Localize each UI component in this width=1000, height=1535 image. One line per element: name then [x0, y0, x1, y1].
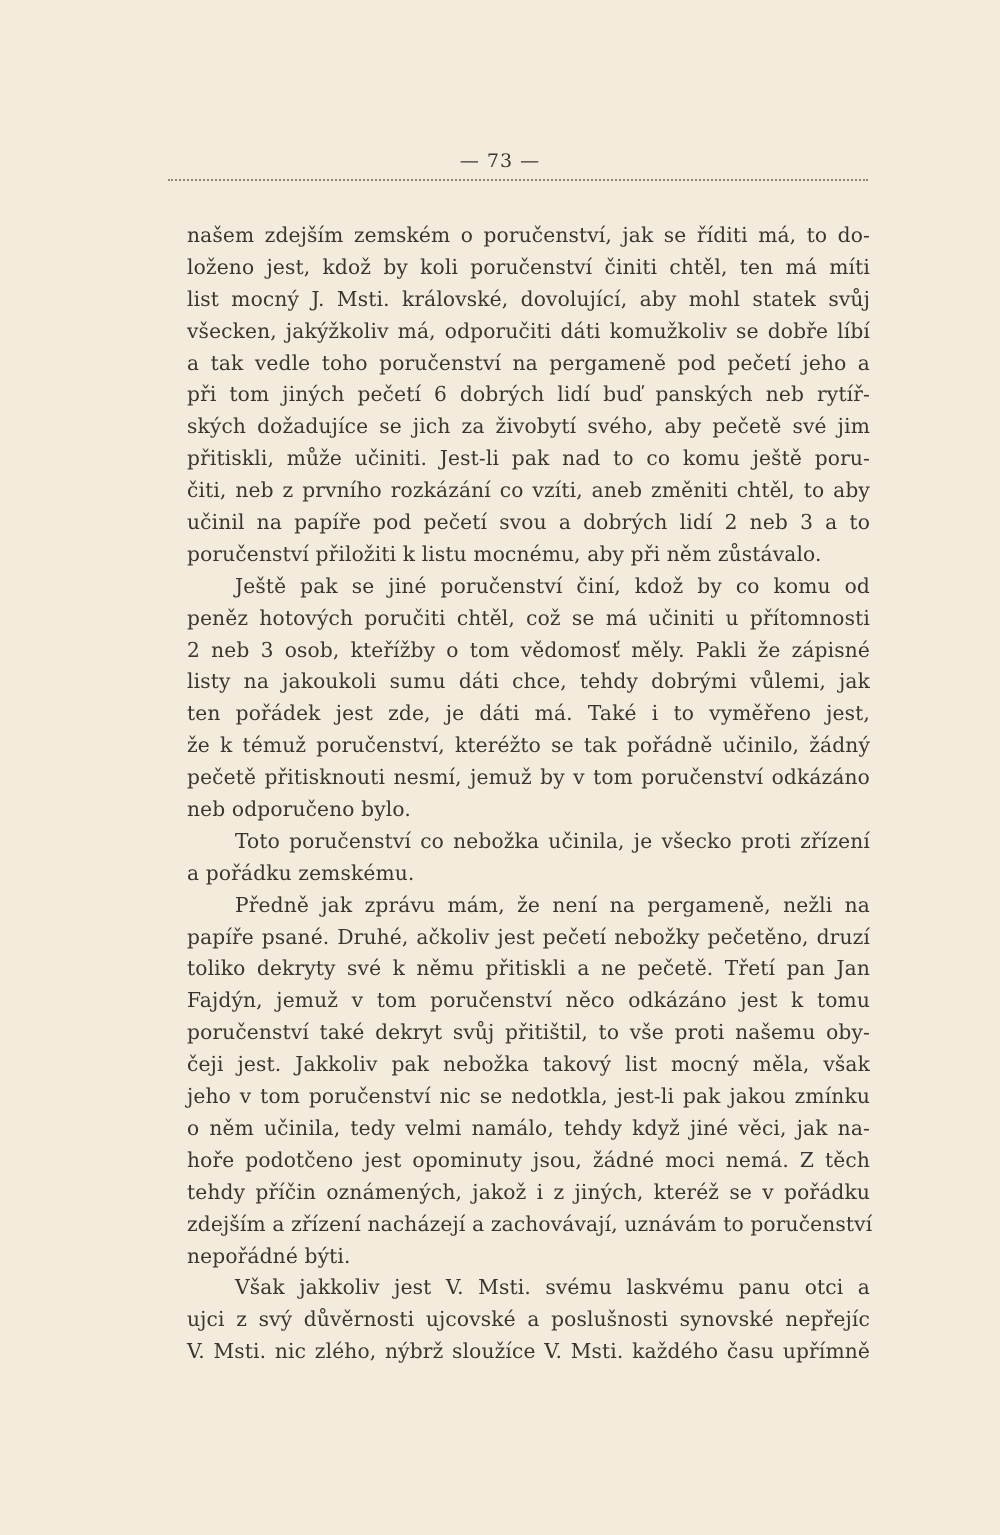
text-line: toliko dekryty své k němu přitiskli a ne pečetě. Třetí pan Jan: [187, 956, 870, 981]
text-line: všecken, jakýžkoliv má, odporučiti dáti komužkoliv se dobře líbí: [187, 318, 870, 343]
text-line: Fajdýn, jemuž v tom poručenství něco odkázáno jest k tomu: [187, 988, 870, 1013]
text-line: papíře psané. Druhé, ačkoliv jest pečetí nebožky pečetěno, druzí: [187, 924, 870, 949]
text-line: Ještě pak se jiné poručenství činí, kdož by co komu od: [235, 573, 870, 598]
text-line: neb odporučeno bylo.: [187, 797, 411, 822]
text-line: tehdy příčin oznámených, jakož i z jiných, kteréž se v pořádku: [187, 1179, 870, 1204]
text-line: Předně jak zprávu mám, že není na pergameně, nežli na: [235, 892, 870, 917]
text-line: o něm učinila, tedy velmi namálo, tehdy když jiné věci, jak na-: [187, 1115, 870, 1140]
text-line: ujci z svý důvěrnosti ujcovské a poslušnosti synovské nepřejíc: [187, 1307, 870, 1332]
text-line: hoře podotčeno jest opominuty jsou, žádné moci nemá. Z těch: [187, 1147, 870, 1172]
text-line: a pořádku zemskému.: [187, 860, 415, 885]
page-number: — 73 —: [459, 150, 541, 172]
text-line: učinil na papíře pod pečetí svou a dobrých lidí 2 neb 3 a to: [187, 510, 870, 535]
text-line: listy na jakoukoli sumu dáti chce, tehdy dobrými vůlemi, jak: [187, 669, 870, 694]
text-line: čiti, neb z prvního rozkázání co vzíti, aneb změniti chtěl, to aby: [187, 478, 870, 503]
text-line: list mocný J. Msti. královské, dovolující, aby mohl statek svůj: [187, 286, 870, 311]
text-line: 2 neb 3 osob, kteřížby o tom vědomosť měly. Pakli že zápisné: [187, 637, 870, 662]
text-line: peněz hotových poručiti chtěl, což se má učiniti u přítomnosti: [187, 605, 870, 630]
text-line: že k témuž poručenství, kteréžto se tak pořádně učinilo, žádný: [187, 733, 870, 758]
text-line: poručenství přiložiti k listu mocnému, aby při něm zůstávalo.: [187, 541, 822, 566]
text-line: čeji jest. Jakkoliv pak nebožka takový list mocný měla, však: [187, 1052, 870, 1077]
text-line: při tom jiných pečetí 6 dobrých lidí buď panských neb rytíř-: [187, 382, 870, 407]
text-line: loženo jest, kdož by koli poručenství činiti chtěl, ten má míti: [187, 254, 870, 279]
text-line: jeho v tom poručenství nic se nedotkla, jest-li pak jakou zmínku: [187, 1084, 870, 1109]
text-line: pečetě přitisknouti nesmí, jemuž by v tom poručenství odkázáno: [187, 765, 870, 790]
text-line: přitiskli, může učiniti. Jest-li pak nad to co komu ještě poru-: [187, 446, 870, 471]
text-line: nepořádné býti.: [187, 1243, 351, 1268]
text-line: a tak vedle toho poručenství na pergameně pod pečetí jeho a: [187, 350, 870, 375]
header-divider: [168, 179, 868, 181]
text-line: Toto poručenství co nebožka učinila, je všecko proti zřízení: [235, 828, 870, 853]
body-text: [187, 220, 873, 1368]
text-line: poručenství také dekryt svůj přitištil, to vše proti našemu oby-: [187, 1020, 870, 1045]
text-line: ten pořádek jest zde, je dáti má. Také i to vyměřeno jest,: [187, 701, 870, 726]
text-line: V. Msti. nic zlého, nýbrž sloužíce V. Msti. každého času upřímně: [187, 1339, 870, 1364]
text-line: Však jakkoliv jest V. Msti. svému laskvému panu otci a: [235, 1275, 870, 1300]
text-line: zdejším a zřízení nacházejí a zachovávají, uznávám to poručenství: [187, 1211, 873, 1236]
text-line: našem zdejším zemském o poručenství, jak se říditi má, to do-: [187, 223, 870, 247]
text-line: ských dožadujíce se jich za živobytí svého, aby pečetě své jim: [187, 414, 870, 439]
